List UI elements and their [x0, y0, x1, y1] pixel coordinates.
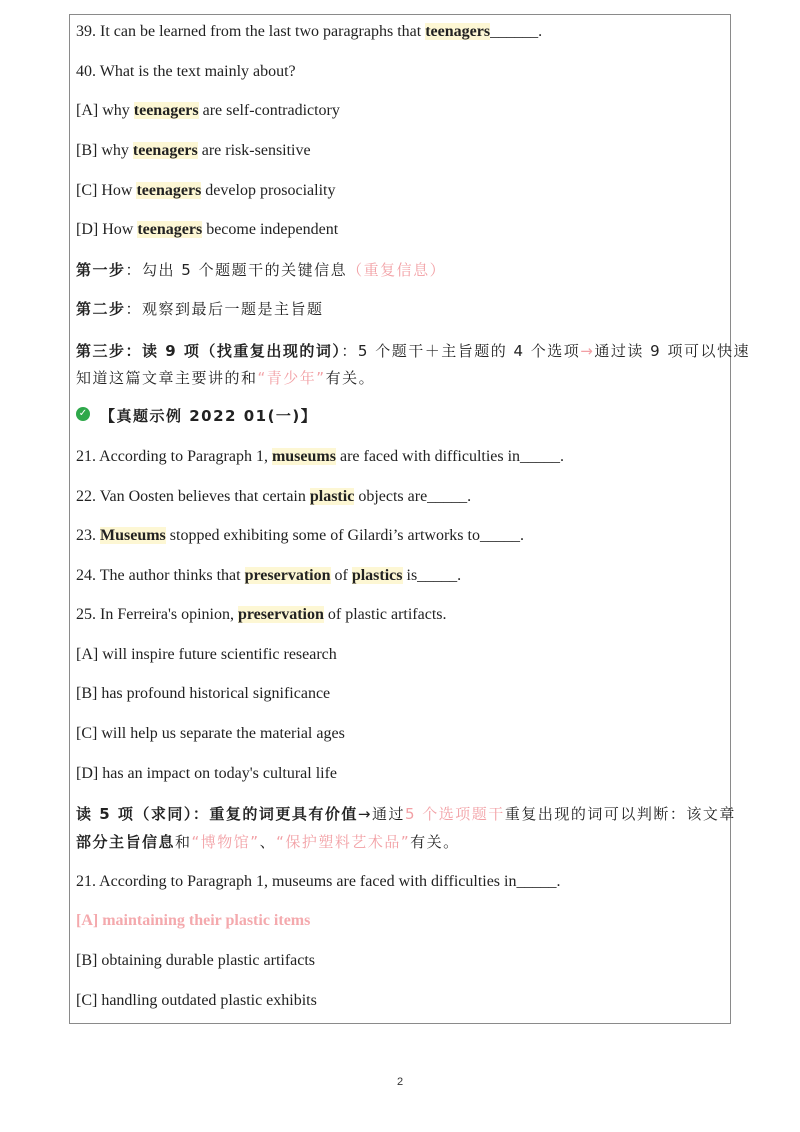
option-b	[76, 140, 311, 162]
question-blank: is_____.	[402, 567, 462, 584]
keyword-highlight: preservation	[237, 606, 324, 623]
option-text: become independent	[202, 221, 339, 238]
question-text: of	[330, 567, 352, 584]
option-a	[76, 100, 340, 122]
step-label: 读 5 项（求同）	[76, 805, 193, 823]
question-blank: are faced with difficulties in_____.	[335, 448, 565, 465]
option-text: [A] why	[76, 102, 134, 119]
keyword-highlight: preservation	[244, 567, 331, 584]
question-text: 21. According to Paragraph 1,	[76, 448, 272, 465]
example-heading: 【真题示例 2022 01(一)】	[100, 407, 318, 425]
arrow-icon: →	[357, 805, 372, 823]
question-blank: stopped exhibiting some of Gilardi’s artworks to_____.	[165, 527, 524, 544]
answer-option-b: [B] obtaining durable plastic artifacts	[76, 952, 316, 969]
key-term: 5 个选项题干	[405, 805, 505, 823]
read-five-note	[76, 803, 736, 825]
question-23	[76, 525, 524, 547]
option-text: [D] How	[76, 221, 138, 238]
option-c	[76, 180, 335, 202]
step-text: ：勾出 5 个题题干的关键信息	[125, 261, 348, 279]
question-blank: objects are_____.	[354, 488, 472, 505]
step-3-continued	[76, 367, 375, 389]
step-text: 部分主旨信息	[76, 833, 176, 851]
step-text: 和	[175, 833, 192, 851]
step-1	[76, 259, 446, 281]
keyword-highlight: teenagers	[136, 182, 202, 199]
q25-option-a: [A] will inspire future scientific research	[76, 646, 337, 663]
question-blank: ______.	[490, 23, 543, 40]
step-note: （重复信息）	[347, 261, 447, 279]
keyword-highlight: plastics	[351, 567, 403, 584]
step-text: 通过	[371, 805, 405, 823]
question-21-repeat: 21. According to Paragraph 1, museums are faced with difficulties in_____.	[76, 873, 561, 890]
check-icon: ✓	[76, 407, 90, 421]
step-text: 知道这篇文章主要讲的和	[76, 369, 258, 387]
keyword-highlight: museums	[271, 448, 336, 465]
question-40: 40. What is the text mainly about?	[76, 63, 296, 80]
arrow-icon: →	[580, 342, 595, 360]
key-term: “青少年”	[257, 369, 326, 387]
step-text: ：5 个题干＋主旨题的 4 个选项	[341, 342, 581, 360]
step-3	[76, 340, 750, 362]
page-number: 2	[396, 1076, 404, 1088]
question-text: of plastic artifacts.	[323, 606, 447, 623]
question-text: 39. It can be learned from the last two paragraphs that	[76, 23, 426, 40]
read-five-note-continued	[76, 831, 460, 853]
step-text: 有关。	[410, 833, 460, 851]
step-text: 、	[259, 833, 277, 851]
q25-option-d: [D] has an impact on today's cultural life	[76, 765, 338, 782]
question-39	[76, 21, 542, 43]
step-text: 通过读 9 项可以快速	[594, 342, 750, 360]
question-text: 24. The author thinks that	[76, 567, 245, 584]
step-label: 第二步	[76, 300, 126, 318]
q25-option-c: [C] will help us separate the material ages	[76, 725, 345, 742]
option-text: are risk-sensitive	[197, 142, 311, 159]
question-text: 25. In Ferreira's opinion,	[76, 606, 238, 623]
step-label: 第一步	[76, 261, 126, 279]
step-text: ：观察到最后一题是主旨题	[125, 300, 324, 318]
question-22	[76, 486, 471, 508]
step-label: 第三步：读 9 项（找重复出现的词）	[76, 342, 342, 360]
step-text: 重复出现的词可以判断：该文章	[504, 805, 736, 823]
keyword-highlight: Museums	[100, 527, 166, 544]
step-text: 有关。	[325, 369, 376, 387]
option-d	[76, 219, 338, 241]
answer-option-a: [A] maintaining their plastic items	[76, 912, 311, 929]
step-2	[76, 298, 324, 320]
q25-option-b: [B] has profound historical significance	[76, 685, 331, 702]
question-25	[76, 604, 447, 626]
question-21	[76, 446, 564, 468]
keyword-highlight: plastic	[309, 488, 355, 505]
question-24	[76, 565, 461, 587]
option-text: are self-contradictory	[198, 102, 340, 119]
keyword-highlight: teenagers	[137, 221, 203, 238]
keyword-highlight: teenagers	[132, 142, 198, 159]
question-text: 22. Van Oosten believes that certain	[76, 488, 310, 505]
answer-option-c: [C] handling outdated plastic exhibits	[76, 992, 317, 1009]
question-text: 23.	[76, 527, 100, 544]
keyword-highlight: teenagers	[425, 23, 491, 40]
option-text: develop prosociality	[201, 182, 336, 199]
option-text: [C] How	[76, 182, 137, 199]
key-term: “博物馆”	[191, 833, 260, 851]
step-text: ：重复的词更具有价值	[192, 805, 358, 823]
option-text: [B] why	[76, 142, 133, 159]
keyword-highlight: teenagers	[133, 102, 199, 119]
key-term: “保护塑料艺术品”	[276, 833, 411, 851]
